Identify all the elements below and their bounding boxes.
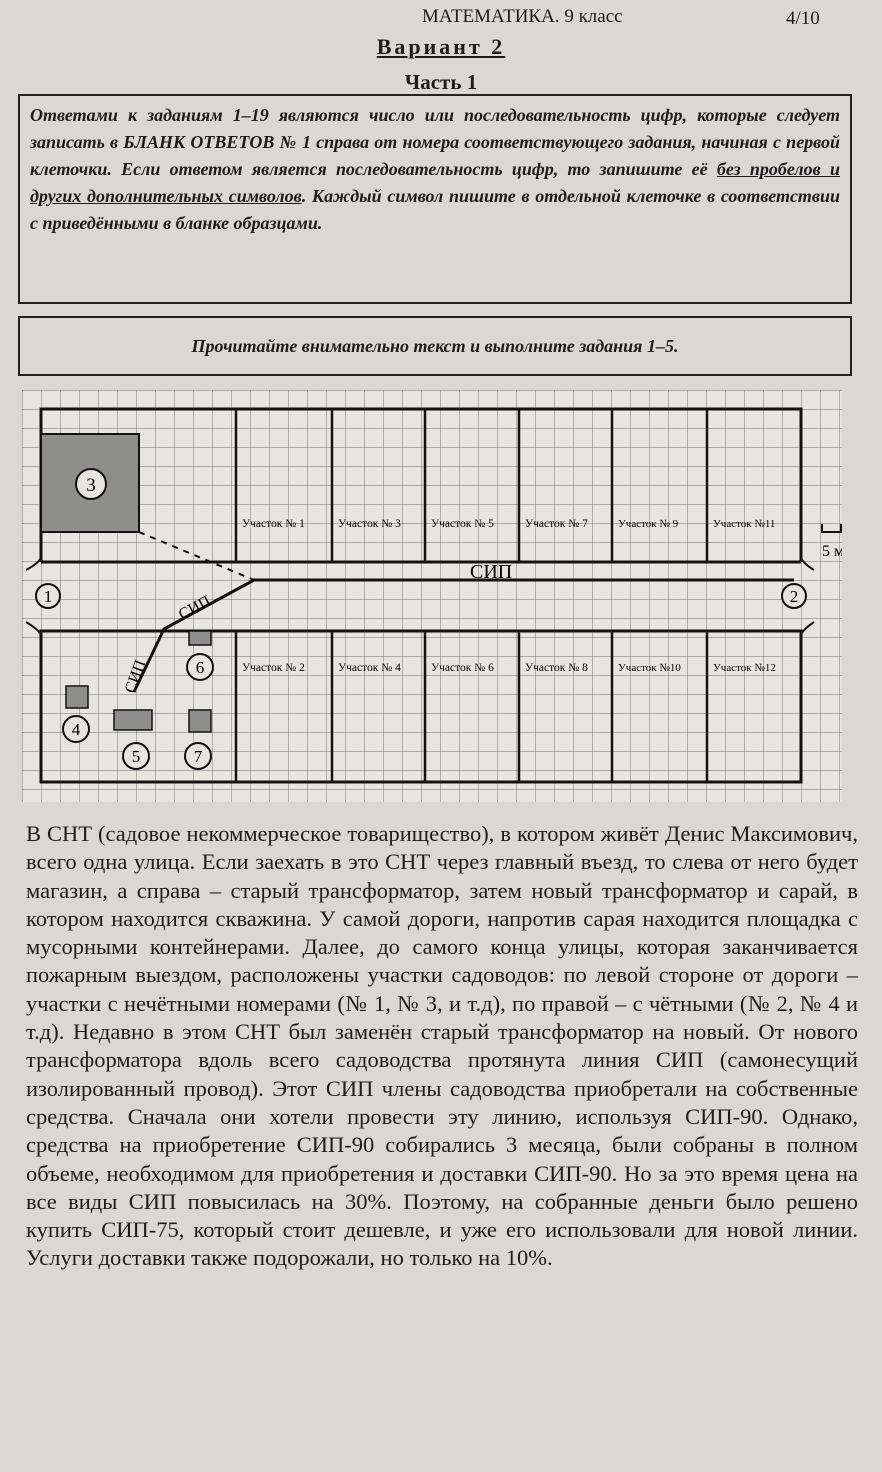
- plot-label-even: Участок № 2: [242, 662, 305, 674]
- plot-label-even: Участок № 6: [431, 662, 494, 674]
- sip-label-main: СИП: [470, 561, 513, 583]
- instructions-underlined: без пробелов и других дополнительных символов: [30, 159, 840, 206]
- instructions-text-end: . Каждый символ пишите в отдельной клеточке в соответствии с приведёнными в бланке образцами.: [30, 186, 840, 233]
- plot-label-even: Участок №12: [713, 662, 776, 674]
- svg-text:7: 7: [193, 747, 203, 766]
- subject-title: МАТЕМАТИКА. 9 класс: [422, 6, 623, 27]
- scale-label: 5 м: [822, 543, 842, 560]
- marker-4: [63, 716, 89, 742]
- plot-label-odd: Участок № 9: [618, 518, 679, 530]
- variant-title: Вариант 2: [376, 34, 506, 59]
- new-transformer: [114, 710, 152, 730]
- problem-paragraph: В СНТ (садовое некоммерческое товарищество), в котором живёт Денис Максимович, всего одна улица. Если заехать в это СНТ через главный въезд, то слева от него будет магазин, а справа – старый трансформатор, затем новый трансформатор и сарай, в котором находится скважина. У самой дороги, напротив сарая находится площадка с мусорными контейнерами. Далее, до самого конца улицы, которая заканчивается пожарным выездом, расположены участки садоводов: по левой стороне от дороги – участки с нечётными номерами (№ 1, № 3, и т.д), по правой – с чётными (№ 2, № 4 и т.д). Недавно в этом СНТ был заменён старый трансформатор на новый. От нового трансформатора вдоль всего садоводства протянута линия СИП (самонесущий изолированный провод). Этот СИП члены садоводства приобретали на собственные средства. Сначала они хотели провести эту линию, используя СИП-90. Однако, средства на приобретение СИП-90 собирались 3 месяца, были собраны в полном объеме, необходимом для приобретения и доставки СИП-90. Но за это время цена на все виды СИП повысилась на 30%. Поэтому, на собранные деньги было решено купить СИП-75, который стоит дешевле, и уже его использовали для новой линии. Услуги доставки также подорожали, но только на 10%.: [26, 821, 858, 1271]
- marker-1: [36, 584, 60, 608]
- svg-text:3: 3: [86, 475, 96, 496]
- marker-6: [187, 654, 213, 680]
- page-header: [0, 6, 882, 30]
- svg-text:6: 6: [195, 658, 205, 677]
- page-number: 4/10: [786, 8, 820, 29]
- plot-label-odd: Участок № 1: [242, 518, 305, 530]
- plot-label-even: Участок № 4: [338, 662, 401, 674]
- marker-5: [123, 743, 149, 769]
- snt-map-svg: [14, 384, 842, 802]
- read-prompt-box: [18, 316, 852, 376]
- instructions-text: Ответами к заданиям 1–19 являются число или последовательность цифр, которые следует записать в БЛАНК ОТВЕТОВ № 1 справа от номера соответствующего задания, начиная с первой клеточки. Если ответом является последовательность цифр, то запишите её: [30, 105, 840, 179]
- marker-3: [76, 469, 106, 499]
- svg-text:4: 4: [71, 720, 81, 739]
- read-prompt: Прочитайте внимательно текст и выполните задания 1–5.: [191, 336, 679, 356]
- svg-text:5: 5: [131, 747, 141, 766]
- waste-containers: [189, 631, 211, 645]
- sip-label-steep: СИП: [121, 657, 150, 696]
- marker-7: [185, 743, 211, 769]
- part-title: Часть 1: [404, 70, 478, 94]
- plot-label-odd: Участок № 5: [431, 518, 494, 530]
- shed: [189, 710, 211, 732]
- snt-map: [14, 384, 842, 802]
- plot-label-odd: Участок № 3: [338, 518, 401, 530]
- plot-label-odd: Участок №11: [713, 518, 776, 530]
- plot-label-even: Участок № 8: [525, 662, 588, 674]
- instructions-box: [18, 94, 852, 304]
- problem-text: [26, 820, 858, 1273]
- svg-text:2: 2: [789, 587, 799, 606]
- sip-label-diagonal: СИП: [175, 592, 214, 624]
- old-transformer: [66, 686, 88, 708]
- svg-text:1: 1: [43, 587, 53, 606]
- plot-label-odd: Участок № 7: [525, 518, 588, 530]
- marker-2: [782, 584, 806, 608]
- plot-label-even: Участок №10: [618, 662, 681, 674]
- map-grid: [22, 390, 842, 802]
